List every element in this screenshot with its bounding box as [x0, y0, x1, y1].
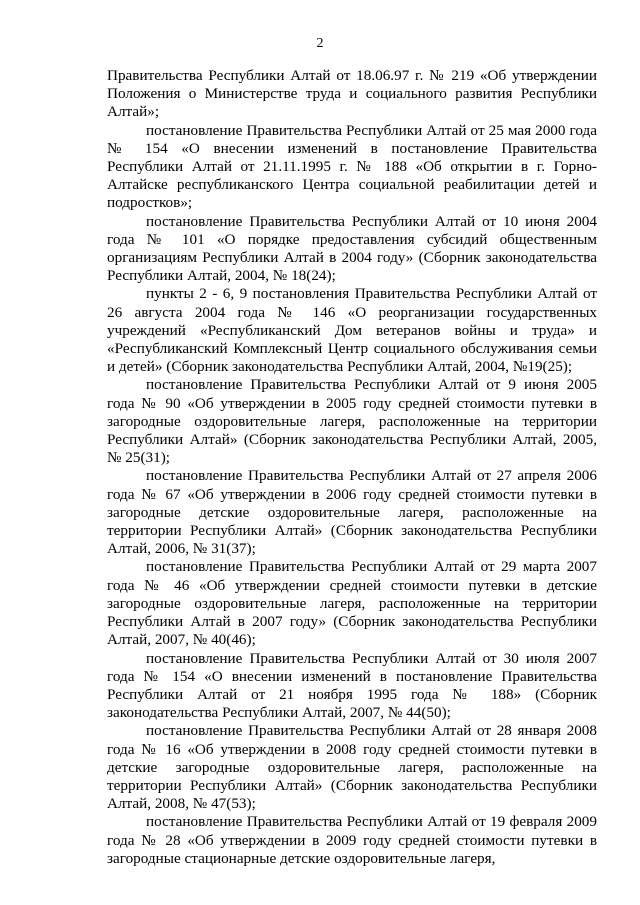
list-item-resolution: пункты 2 - 6, 9 постановления Правительства Республики Алтай от 26 августа 2004 года № 146 «О реорганизации государственных учреждений «Республиканский Дом ветеранов войны и труда» и «Республиканский Комплексный Центр социального обслуживания семьи и детей» (Сборник законодательства Республики Алтай, 2004, №19(25); — [107, 285, 597, 376]
list-item-resolution: постановление Правительства Республики Алтай от 29 марта 2007 года № 46 «Об утверждении средней стоимости путевки в детские загородные оздоровительные лагеря, расположенные на территории Республики Алтай в 2007 году» (Сборник законодательства Республики Алтай, 2007, № 40(46); — [107, 558, 597, 649]
list-item-resolution: постановление Правительства Республики Алтай от 30 июля 2007 года № 154 «О внесении изменений в постановление Правительства Республики Алтай от 21 ноября 1995 года № 188» (Сборник законодательства Республики Алтай, 2007, № 44(50); — [107, 649, 597, 722]
list-item-resolution: постановление Правительства Республики Алтай от 25 мая 2000 года № 154 «О внесении изменений в постановление Правительства Республики Алтай от 21.11.1995 г. № 188 «Об открытии в г. Горно-Алтайске республиканского Центра социальной реабилитации детей и подростков»; — [107, 121, 597, 212]
list-item-resolution: постановление Правительства Республики Алтай от 28 января 2008 года № 16 «Об утверждении в 2008 году средней стоимости путевки в детские загородные оздоровительные лагеря, расположенные на территории Республики Алтай» (Сборник законодательства Республики Алтай, 2008, № 47(53); — [107, 722, 597, 813]
document-body — [107, 67, 597, 868]
list-item-resolution: постановление Правительства Республики Алтай от 9 июня 2005 года № 90 «Об утверждении в 2005 году средней стоимости путевки в загородные оздоровительные лагеря, расположенные на территории Республики Алтай» (Сборник законодательства Республики Алтай, 2005, № 25(31); — [107, 376, 597, 467]
list-item-resolution: постановление Правительства Республики Алтай от 10 июня 2004 года № 101 «О порядке предоставления субсидий общественным организациям Республики Алтай в 2004 году» (Сборник законодательства Республики Алтай, 2004, № 18(24); — [107, 212, 597, 285]
list-item-resolution: постановление Правительства Республики Алтай от 19 февраля 2009 года № 28 «Об утверждении в 2009 году средней стоимости путевки в загородные стационарные детские оздоровительные лагеря, — [107, 813, 597, 867]
paragraph-continuation: Правительства Республики Алтай от 18.06.97 г. № 219 «Об утверждении Положения о Министерстве труда и социального развития Республики Алтай»; — [107, 67, 597, 121]
page-number: 2 — [316, 36, 324, 51]
list-item-resolution: постановление Правительства Республики Алтай от 27 апреля 2006 года № 67 «Об утверждении в 2006 году средней стоимости путевки в загородные детские оздоровительные лагеря, расположенные на территории Республики Алтай» (Сборник законодательства Республики Алтай, 2006, № 31(37); — [107, 467, 597, 558]
